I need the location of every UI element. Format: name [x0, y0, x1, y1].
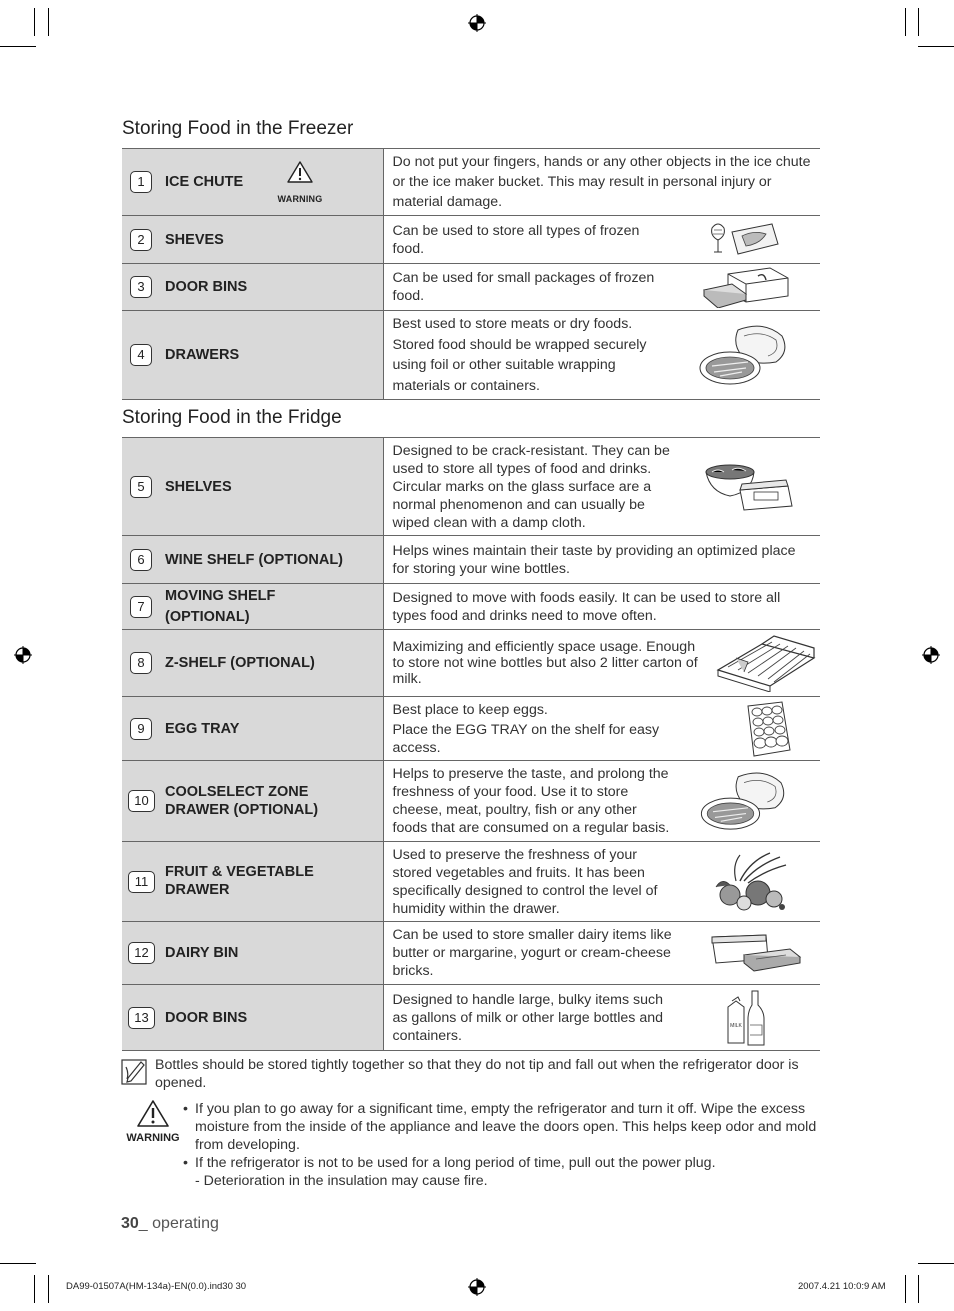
- page-number: 30: [121, 1215, 139, 1232]
- coolselect-drawer-illustration-icon: [698, 769, 794, 833]
- row-label: DOOR BINS: [165, 279, 248, 295]
- egg-tray-illustration-icon: [744, 700, 794, 758]
- row-label-cell: [122, 536, 383, 584]
- row-description: Can be used for small packages of frozen food.: [392, 270, 655, 304]
- row-description: Helps wines maintain their taste by providing an optimized place for storing your wine bottles.: [392, 542, 796, 577]
- frozen-food-illustration-icon: [702, 218, 782, 262]
- row-description-cell: [383, 842, 820, 922]
- registration-mark-icon: [468, 1278, 486, 1296]
- crop-mark: [918, 1275, 919, 1303]
- meat-platter-illustration-icon: [698, 322, 794, 388]
- item-number-badge: 10: [128, 790, 155, 812]
- row-description: Helps to preserve the taste, and prolong the freshness of your food. Use it to store cheese, meat, poultry, fish or any other foods that are consumed on a regular basis.: [392, 766, 670, 836]
- registration-mark-icon: [14, 646, 32, 664]
- crop-mark: [905, 8, 906, 36]
- row-description: Designed to handle large, bulky items such as gallons of milk or other large bottles and containers.: [392, 991, 664, 1044]
- registration-mark-icon: [468, 14, 486, 32]
- row-description: Best place to keep eggs.: [392, 702, 548, 718]
- warning-subnote: - Deterioration in the insulation may cause fire.: [195, 1173, 488, 1189]
- crop-mark: [0, 46, 36, 47]
- list-item: [183, 1154, 821, 1172]
- note-block: [121, 1056, 821, 1092]
- row-label-cell: [122, 985, 383, 1051]
- item-number-badge: 4: [130, 344, 152, 366]
- row-label-cell: [122, 630, 383, 697]
- row-label: DRAWERS: [165, 347, 240, 363]
- table-row: [122, 985, 820, 1051]
- row-description-cell: [383, 985, 820, 1051]
- crop-mark: [48, 1275, 49, 1303]
- freezer-section-title: Storing Food in the Freezer: [122, 118, 354, 139]
- fridge-table: [122, 437, 820, 1051]
- item-number-badge: 8: [130, 652, 152, 674]
- row-description-cell: [383, 922, 820, 985]
- row-description: Best used to store meats or dry foods. Stored food should be wrapped securely using foil or other suitable wrapping materials or containers.: [392, 316, 647, 394]
- row-label: COOLSELECT ZONE DRAWER (OPTIONAL): [165, 783, 319, 818]
- table-row: [122, 922, 820, 985]
- bullet: •: [183, 1155, 188, 1171]
- row-description-cell: [383, 697, 820, 761]
- bullet: •: [183, 1101, 188, 1117]
- row-label: ICE CHUTE: [165, 174, 244, 190]
- row-description-cell: [383, 264, 820, 311]
- food-bowl-illustration-icon: [704, 460, 796, 514]
- row-label: FRUIT & VEGETABLE DRAWER: [165, 864, 314, 898]
- warning-item-text: If you plan to go away for a significant time, empty the refrigerator and turn it off. Wipe the excess moisture from the inside of the appliance and leave the doors open. This helps keep odor and mold from developing.: [195, 1101, 817, 1153]
- item-number-badge: 11: [128, 871, 155, 893]
- footer-section: _ operating: [138, 1215, 219, 1232]
- row-label-cell: [122, 216, 383, 264]
- row-description-cell: [383, 761, 820, 842]
- print-slug-timestamp: 2007.4.21 10:0:9 AM: [798, 1281, 886, 1292]
- warning-label: WARNING: [126, 1132, 180, 1144]
- row-label: DAIRY BIN: [165, 945, 239, 961]
- food-package-illustration-icon: [700, 266, 792, 308]
- warning-item-text: If the refrigerator is not to be used for a long period of time, pull out the power plug.: [195, 1155, 716, 1171]
- warning-badge: [270, 161, 330, 209]
- row-description-cell: [383, 438, 820, 536]
- milk-carton-label: MILK: [730, 1022, 742, 1029]
- row-description: Do not put your fingers, hands or any other objects in the ice chute or the ice maker bucket. This may result in personal injury or material damage.: [392, 154, 811, 210]
- crop-mark: [34, 8, 35, 36]
- row-description-cell: [383, 311, 820, 400]
- table-row: [122, 584, 820, 630]
- row-label-cell: [122, 311, 383, 400]
- print-slug-filename: DA99-01507A(HM-134a)-EN(0.0).ind30 30: [66, 1281, 247, 1292]
- table-row: [122, 761, 820, 842]
- item-number-badge: 3: [130, 276, 152, 298]
- page-footer: [121, 1215, 219, 1233]
- table-row: [122, 216, 820, 264]
- crop-mark: [34, 1275, 35, 1303]
- note-pencil-icon: [121, 1059, 147, 1085]
- row-label-cell: [122, 584, 383, 630]
- row-label: DOOR BINS: [165, 1009, 248, 1026]
- item-number-badge: 13: [128, 1007, 155, 1029]
- milk-and-bottle-illustration-icon: [724, 989, 768, 1047]
- warning-badge: [121, 1100, 185, 1144]
- row-description-cell: [383, 630, 820, 697]
- row-description: Designed to be crack-resistant. They can be used to store all types of food and drinks. Circular marks on the glass surface are a normal phenomenon and can usually be wiped clean with a damp cloth.: [392, 442, 670, 531]
- crop-mark: [905, 1275, 906, 1303]
- crop-mark: [0, 1263, 36, 1264]
- table-row: [122, 438, 820, 536]
- z-shelf-rack-illustration-icon: [714, 634, 816, 692]
- table-row: [122, 630, 820, 697]
- warning-label: WARNING: [277, 194, 323, 204]
- item-number-badge: 2: [130, 229, 152, 251]
- row-label-cell: [122, 842, 383, 922]
- row-label-cell: [122, 264, 383, 311]
- warning-triangle-icon: [137, 1100, 169, 1127]
- item-number-badge: 12: [128, 942, 155, 964]
- crop-mark: [48, 8, 49, 36]
- row-label-cell: [122, 149, 383, 216]
- fridge-section-title: Storing Food in the Fridge: [122, 407, 342, 428]
- row-description-cell: [383, 584, 820, 630]
- row-label: WINE SHELF (OPTIONAL): [165, 551, 344, 568]
- row-label: SHEVES: [165, 231, 224, 248]
- warning-triangle-icon: [287, 161, 313, 183]
- freezer-table: [122, 148, 820, 400]
- crop-mark: [918, 1263, 954, 1264]
- row-label-cell: [122, 697, 383, 761]
- list-item: [183, 1100, 821, 1154]
- row-label-cell: [122, 438, 383, 536]
- registration-mark-icon: [922, 646, 940, 664]
- note-text: Bottles should be stored tightly together so that they do not tip and fall out when the refrigerator door is opened.: [155, 1057, 799, 1091]
- table-row: [122, 536, 820, 584]
- row-label: Z-SHELF (OPTIONAL): [165, 655, 315, 671]
- vegetables-illustration-icon: [710, 851, 790, 913]
- item-number-badge: 5: [130, 476, 152, 498]
- table-row: [122, 149, 820, 216]
- row-description: Maximizing and efficiently space usage. Enough to store not wine bottles but also 2 litter carton of milk.: [392, 639, 698, 687]
- table-row: [122, 842, 820, 922]
- row-description: Place the EGG TRAY on the shelf for easy access.: [392, 722, 660, 756]
- warning-block: [121, 1100, 821, 1190]
- item-number-badge: 6: [130, 549, 152, 571]
- crop-mark: [918, 46, 954, 47]
- table-row: [122, 264, 820, 311]
- row-label-cell: [122, 922, 383, 985]
- row-label-cell: [122, 761, 383, 842]
- item-number-badge: 1: [130, 171, 152, 193]
- row-description: Designed to move with foods easily. It can be used to store all types food and drinks need to move often.: [392, 589, 781, 624]
- row-label: SHELVES: [165, 478, 232, 495]
- row-description: Used to preserve the freshness of your stored vegetables and fruits. It has been specifically designed to control the level of humidity within the drawer.: [392, 846, 658, 917]
- row-label: MOVING SHELF (OPTIONAL): [165, 587, 276, 625]
- row-description: Can be used to store smaller dairy items like butter or margarine, yogurt or cream-cheese bricks.: [392, 927, 672, 979]
- row-description-cell: [383, 149, 820, 216]
- warning-list: [183, 1100, 821, 1172]
- row-description-cell: [383, 216, 820, 264]
- dairy-container-illustration-icon: [710, 933, 802, 973]
- table-row: [122, 311, 820, 400]
- crop-mark: [918, 8, 919, 36]
- item-number-badge: 9: [130, 718, 152, 740]
- table-row: [122, 697, 820, 761]
- row-description: Can be used to store all types of frozen food.: [392, 222, 640, 257]
- row-label: EGG TRAY: [165, 720, 240, 737]
- item-number-badge: 7: [130, 596, 152, 618]
- row-description-cell: [383, 536, 820, 584]
